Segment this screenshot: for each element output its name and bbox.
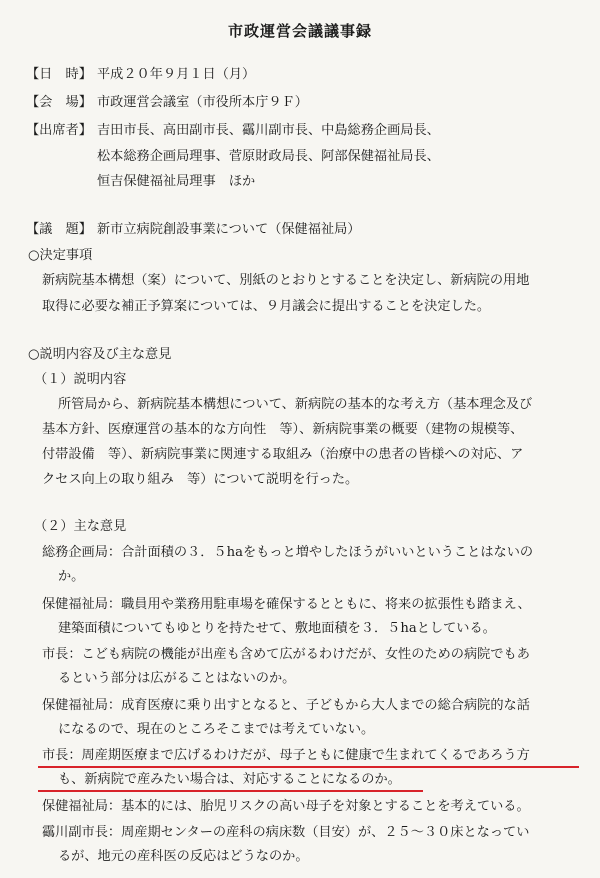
opinion-line: 建築面積についてもゆとりを持たせて、敷地面積を３．５haとしている。 [58,621,496,636]
opinion-line: 保健福祉局：職員用や業務用駐車場を確保するとともに、将来の拡張性も踏まえ、 [42,597,531,612]
opinion-line: 保健福祉局：基本的には、胎児リスクの高い母子を対象とすることを考えている。 [42,799,530,814]
opinion-line-highlighted: 市長：周産期医療まで広げるわけだが、母子ともに健康で生まれてくるであろう方 [42,748,530,763]
place-label: 【会 場】 [26,95,92,110]
opinion-line: るが、地元の産科医の反応はどうなのか。 [58,849,309,864]
explanation-heading: ○説明内容及び主な意見 [28,347,172,362]
decision-line: 取得に必要な補正予算案については、９月議会に提出することを決定した。 [42,299,491,314]
opinion-line: になるので、現在のところそこまでは考えていない。 [58,722,375,737]
attendees-line: 吉田市長、高田副市長、靍川副市長、中島総務企画局長、 [97,123,440,138]
agenda-value: 新市立病院創設事業について（保健福祉局） [97,222,361,237]
date-value: 平成２０年９月１日（月） [97,67,256,82]
decision-line: 新病院基本構想（案）について、別紙のとおりとすることを決定し、新病院の用地 [42,273,530,288]
agenda-label: 【議 題】 [26,222,92,237]
explanation-line: 付帯設備 等）、新病院事業に関連する取組み（治療中の患者の皆様への対応、ア [42,447,524,462]
opinion-line: 市長：こども病院の機能が出産も含めて広がるわけだが、女性のための病院でもあ [42,647,530,662]
explanation-line: クセス向上の取り組み 等）について説明を行った。 [42,472,359,487]
decision-heading: ○決定事項 [28,248,93,263]
explanation-sub1-heading: （１）説明内容 [34,372,127,387]
explanation-line: 所管局から、新病院基本構想について、新病院の基本的な考え方（基本理念及び [58,397,533,412]
attendees-label: 【出席者】 [26,123,92,138]
highlight-underline [38,766,579,768]
explanation-sub2-heading: （２）主な意見 [34,519,127,534]
page-title: 市政運営会議議事録 [227,22,372,40]
opinion-line: 保健福祉局：成育医療に乗り出すとなると、子どもから大人までの総合病院的な話 [42,698,530,713]
place-value: 市政運営会議室（市役所本庁９Ｆ） [97,95,308,110]
opinion-line: 総務企画局：合計面積の３．５haをもっと増やしたほうがいいということはないの [42,545,534,560]
date-label: 【日 時】 [26,67,92,82]
opinion-line: るという部分は広がることはないのか。 [58,671,296,686]
explanation-line: 基本方針、医療運営の基本的な方向性 等）、新病院事業の概要（建物の規模等、 [42,422,524,437]
attendees-line: 恒吉保健福祉局理事 ほか [97,174,256,189]
opinion-line: 靍川副市長：周産期センターの産科の病床数（目安）が、２５～３０床となってい [42,825,530,840]
attendees-line: 松本総務企画局理事、菅原財政局長、阿部保健福祉局長、 [97,149,440,164]
highlight-underline [38,790,423,792]
opinion-line-highlighted: も、新病院で産みたい場合は、対応することになるのか。 [58,772,401,787]
opinion-line: か。 [58,569,85,584]
